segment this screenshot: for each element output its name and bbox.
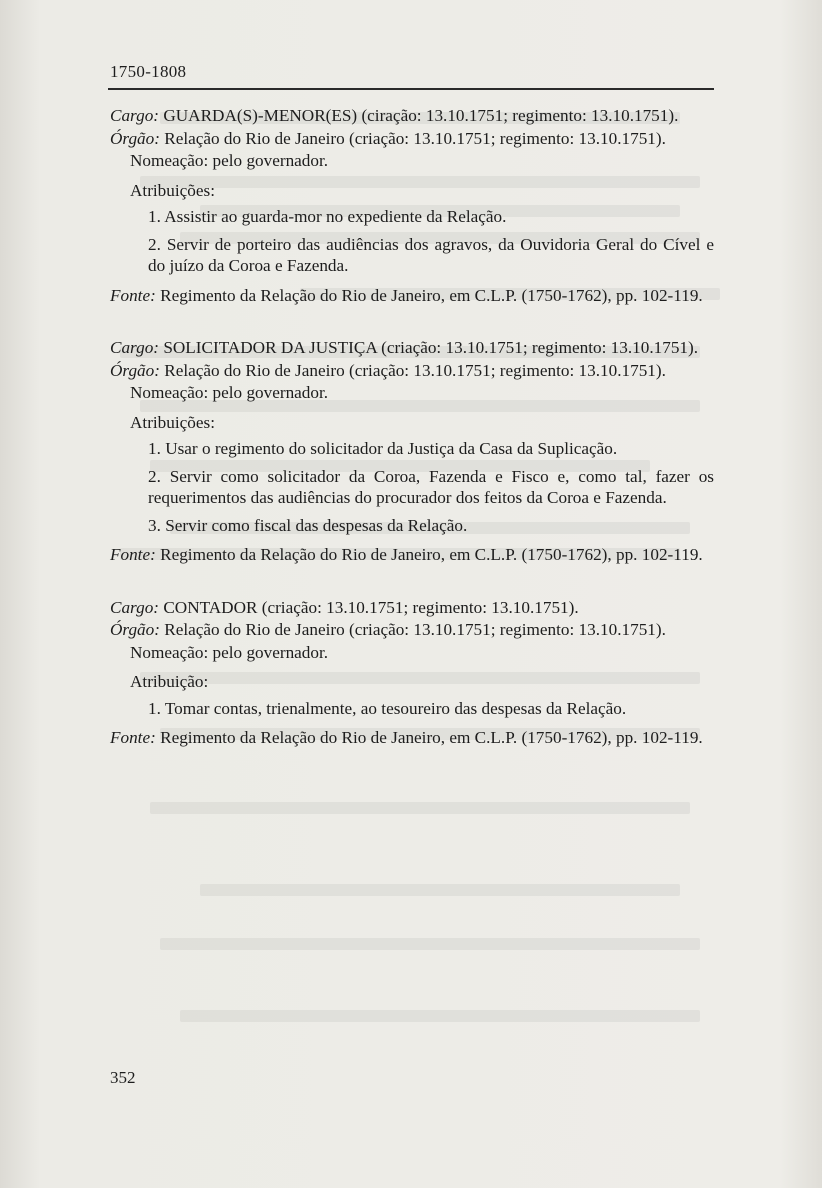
fonte-line <box>110 544 714 566</box>
cargo-label: Cargo: <box>110 597 160 617</box>
nomeacao-line: Nomeação: pelo governador. <box>130 151 329 170</box>
orgao-label: Órgão: <box>110 360 160 380</box>
running-title: 1750-1808 <box>110 62 187 81</box>
nomeacao-line: Nomeação: pelo governador. <box>130 383 329 402</box>
cargo-text: SOLICITADOR DA JUSTIÇA (criação: 13.10.1751; regimento: 13.10.1751). <box>163 338 699 357</box>
orgao-text: Relação do Rio de Janeiro (criação: 13.10.1751; regimento: 13.10.1751). <box>164 620 666 639</box>
cargo-text: CONTADOR (criação: 13.10.1751; regimento: 13.10.1751). <box>163 597 579 617</box>
cargo-text: GUARDA(S)-MENOR(ES) (ciração: 13.10.1751; regimento: 13.10.1751). <box>163 106 679 125</box>
header-rule <box>108 88 714 90</box>
entry-solicitador <box>110 337 714 566</box>
fonte-text: Regimento da Relação do Rio de Janeiro, em C.L.P. (1750-1762), pp. 102-119. <box>160 545 703 564</box>
entry-contador <box>110 597 714 749</box>
atribuicoes-label: Atribuições: <box>130 412 215 432</box>
orgao-line <box>110 128 714 150</box>
cargo-line <box>110 337 714 359</box>
orgao-label: Órgão: <box>110 128 160 148</box>
fonte-text: Regimento da Relação do Rio de Janeiro, em C.L.P. (1750-1762), pp. 102-119. <box>160 728 703 747</box>
orgao-line <box>110 619 714 641</box>
atribuicoes-label: Atribuições: <box>130 180 215 200</box>
cargo-label: Cargo: <box>110 106 160 125</box>
atribuicao-item: 1. Tomar contas, trienalmente, ao tesoureiro das despesas da Relação. <box>148 698 627 718</box>
fonte-text: Regimento da Relação do Rio de Janeiro, em C.L.P. (1750-1762), pp. 102-119. <box>160 285 703 305</box>
cargo-line <box>110 105 714 127</box>
atribuicao-item: 2. Servir como solicitador da Coroa, Fazenda e Fisco e, como tal, fazer os requerimentos das audiências do procurador dos feitos da Coroa e Fazenda. <box>148 466 714 507</box>
atribuicoes-label: Atribuição: <box>130 672 209 691</box>
atribuicao-item: 1. Usar o regimento do solicitador da Justiça da Casa da Suplicação. <box>148 439 618 458</box>
atribuicao-item: 3. Servir como fiscal das despesas da Relação. <box>148 515 468 535</box>
entry-guarda-menor <box>110 105 714 306</box>
orgao-label: Órgão: <box>110 620 160 639</box>
cargo-label: Cargo: <box>110 338 160 357</box>
fonte-line <box>110 727 714 749</box>
fonte-line <box>110 285 714 307</box>
orgao-line <box>110 360 714 382</box>
cargo-line <box>110 597 714 619</box>
page-content <box>110 105 714 750</box>
fonte-label: Fonte: <box>110 728 156 747</box>
orgao-text: Relação do Rio de Janeiro (criação: 13.10.1751; regimento: 13.10.1751). <box>164 128 666 148</box>
fonte-label: Fonte: <box>110 285 156 305</box>
atribuicao-item: 1. Assistir ao guarda-mor no expediente da Relação. <box>148 207 507 226</box>
orgao-text: Relação do Rio de Janeiro (criação: 13.10.1751; regimento: 13.10.1751). <box>164 360 666 380</box>
atribuicao-item: 2. Servir de porteiro das audiências dos agravos, da Ouvidoria Geral do Cível e do juízo da Coroa e Fazenda. <box>148 234 714 275</box>
nomeacao-line: Nomeação: pelo governador. <box>130 642 329 662</box>
page-number: 352 <box>110 1068 136 1087</box>
fonte-label: Fonte: <box>110 545 156 564</box>
